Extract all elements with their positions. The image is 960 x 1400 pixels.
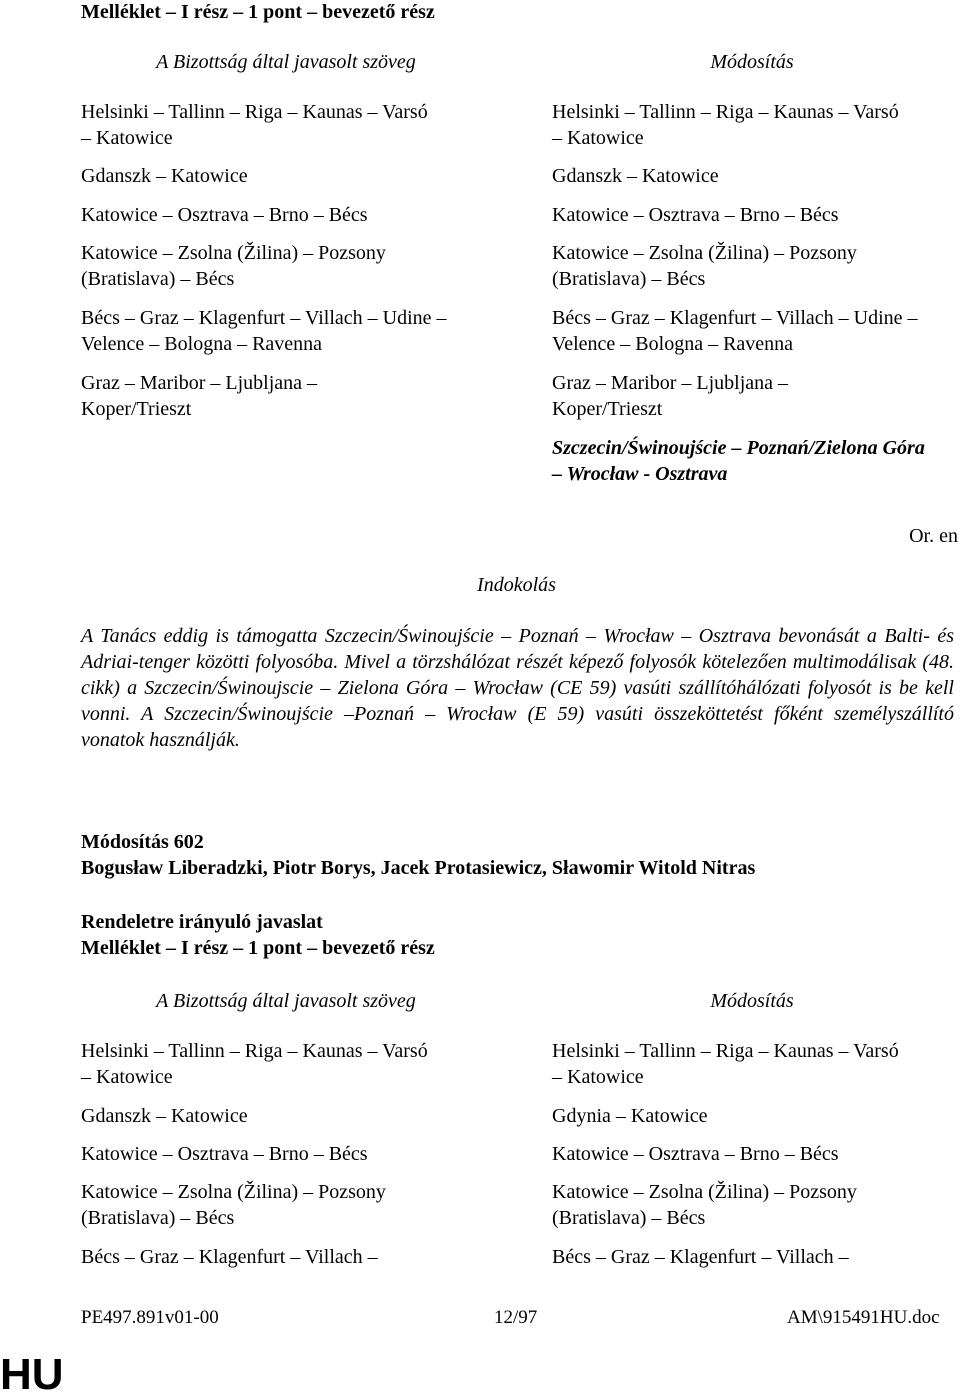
left-row: Katowice – Zsolna (Žilina) – Pozsony (Bratislava) – Bécs: [81, 242, 386, 290]
amendment-authors: Bogusław Liberadzki, Piotr Borys, Jacek Protasiewicz, Sławomir Witold Nitras: [81, 857, 756, 879]
left-row: Gdanszk – Katowice: [81, 165, 248, 187]
right-column-header: Módosítás: [710, 990, 794, 1012]
left-row: Bécs – Graz – Klagenfurt – Villach –: [81, 1246, 378, 1268]
right-row: Bécs – Graz – Klagenfurt – Villach – Udine – Velence – Bologna – Ravenna: [552, 307, 918, 355]
original-language: Or. en: [909, 525, 958, 547]
right-row: Katowice – Osztrava – Brno – Bécs: [552, 1143, 839, 1165]
right-row: Gdynia – Katowice: [552, 1105, 708, 1127]
added-route: Szczecin/Świnoujście – Poznań/Zielona Góra – Wrocław - Osztrava: [552, 437, 925, 485]
left-row: Helsinki – Tallinn – Riga – Kaunas – Varsó – Katowice: [81, 1040, 428, 1088]
page-footer: [0, 1305, 960, 1331]
justification-title: Indokolás: [477, 574, 556, 596]
footer-doc-id: PE497.891v01-00: [81, 1307, 219, 1328]
left-row: Helsinki – Tallinn – Riga – Kaunas – Varsó – Katowice: [81, 101, 428, 149]
section-heading: Melléklet – I rész – 1 pont – bevezető rész: [81, 1, 435, 23]
left-row: Graz – Maribor – Ljubljana – Koper/Trieszt: [81, 372, 318, 420]
amendment-title: Módosítás 602: [81, 831, 204, 853]
right-row: Bécs – Graz – Klagenfurt – Villach –: [552, 1246, 849, 1268]
right-row: Katowice – Zsolna (Žilina) – Pozsony (Bratislava) – Bécs: [552, 242, 857, 290]
right-row: Katowice – Zsolna (Žilina) – Pozsony (Bratislava) – Bécs: [552, 1181, 857, 1229]
left-row: Katowice – Osztrava – Brno – Bécs: [81, 1143, 368, 1165]
language-code: HU: [0, 1350, 64, 1399]
left-column-header: A Bizottság által javasolt szöveg: [156, 990, 416, 1012]
right-row: Gdanszk – Katowice: [552, 165, 719, 187]
left-row: Katowice – Zsolna (Žilina) – Pozsony (Bratislava) – Bécs: [81, 1181, 386, 1229]
left-row: Katowice – Osztrava – Brno – Bécs: [81, 204, 368, 226]
right-row: Helsinki – Tallinn – Riga – Kaunas – Varsó – Katowice: [552, 1040, 899, 1088]
justification-text: A Tanács eddig is támogatta Szczecin/Świnoujście – Poznań – Wrocław – Osztrava bevonását a Balti- és Adriai-tenger közötti folyosóba. Mivel a törzshálózat részét képező folyosók kötelezően multimodálisak (48. cikk) a Szczecin/Świnoujscie – Zielona Góra – Wrocław (CE 59) vasúti szállítóhálózati folyosót is be kell vonni. A Szczecin/Świnoujście –Poznań – Wrocław (E 59) vasúti összeköttetést főként személyszállító vonatok használják.: [81, 625, 954, 751]
right-column-header: Módosítás: [710, 51, 794, 73]
right-row: Graz – Maribor – Ljubljana – Koper/Trieszt: [552, 372, 789, 420]
footer-file-name: AM\915491HU.doc: [787, 1307, 940, 1328]
proposal-label: Rendeletre irányuló javaslat: [81, 911, 323, 933]
footer-page-number: 12/97: [494, 1307, 538, 1328]
right-row: Helsinki – Tallinn – Riga – Kaunas – Varsó – Katowice: [552, 101, 899, 149]
left-column-header: A Bizottság által javasolt szöveg: [156, 51, 416, 73]
right-row: Katowice – Osztrava – Brno – Bécs: [552, 204, 839, 226]
left-row: Bécs – Graz – Klagenfurt – Villach – Udine – Velence – Bologna – Ravenna: [81, 307, 447, 355]
amendment-heading: Melléklet – I rész – 1 pont – bevezető rész: [81, 937, 435, 959]
left-row: Gdanszk – Katowice: [81, 1105, 248, 1127]
